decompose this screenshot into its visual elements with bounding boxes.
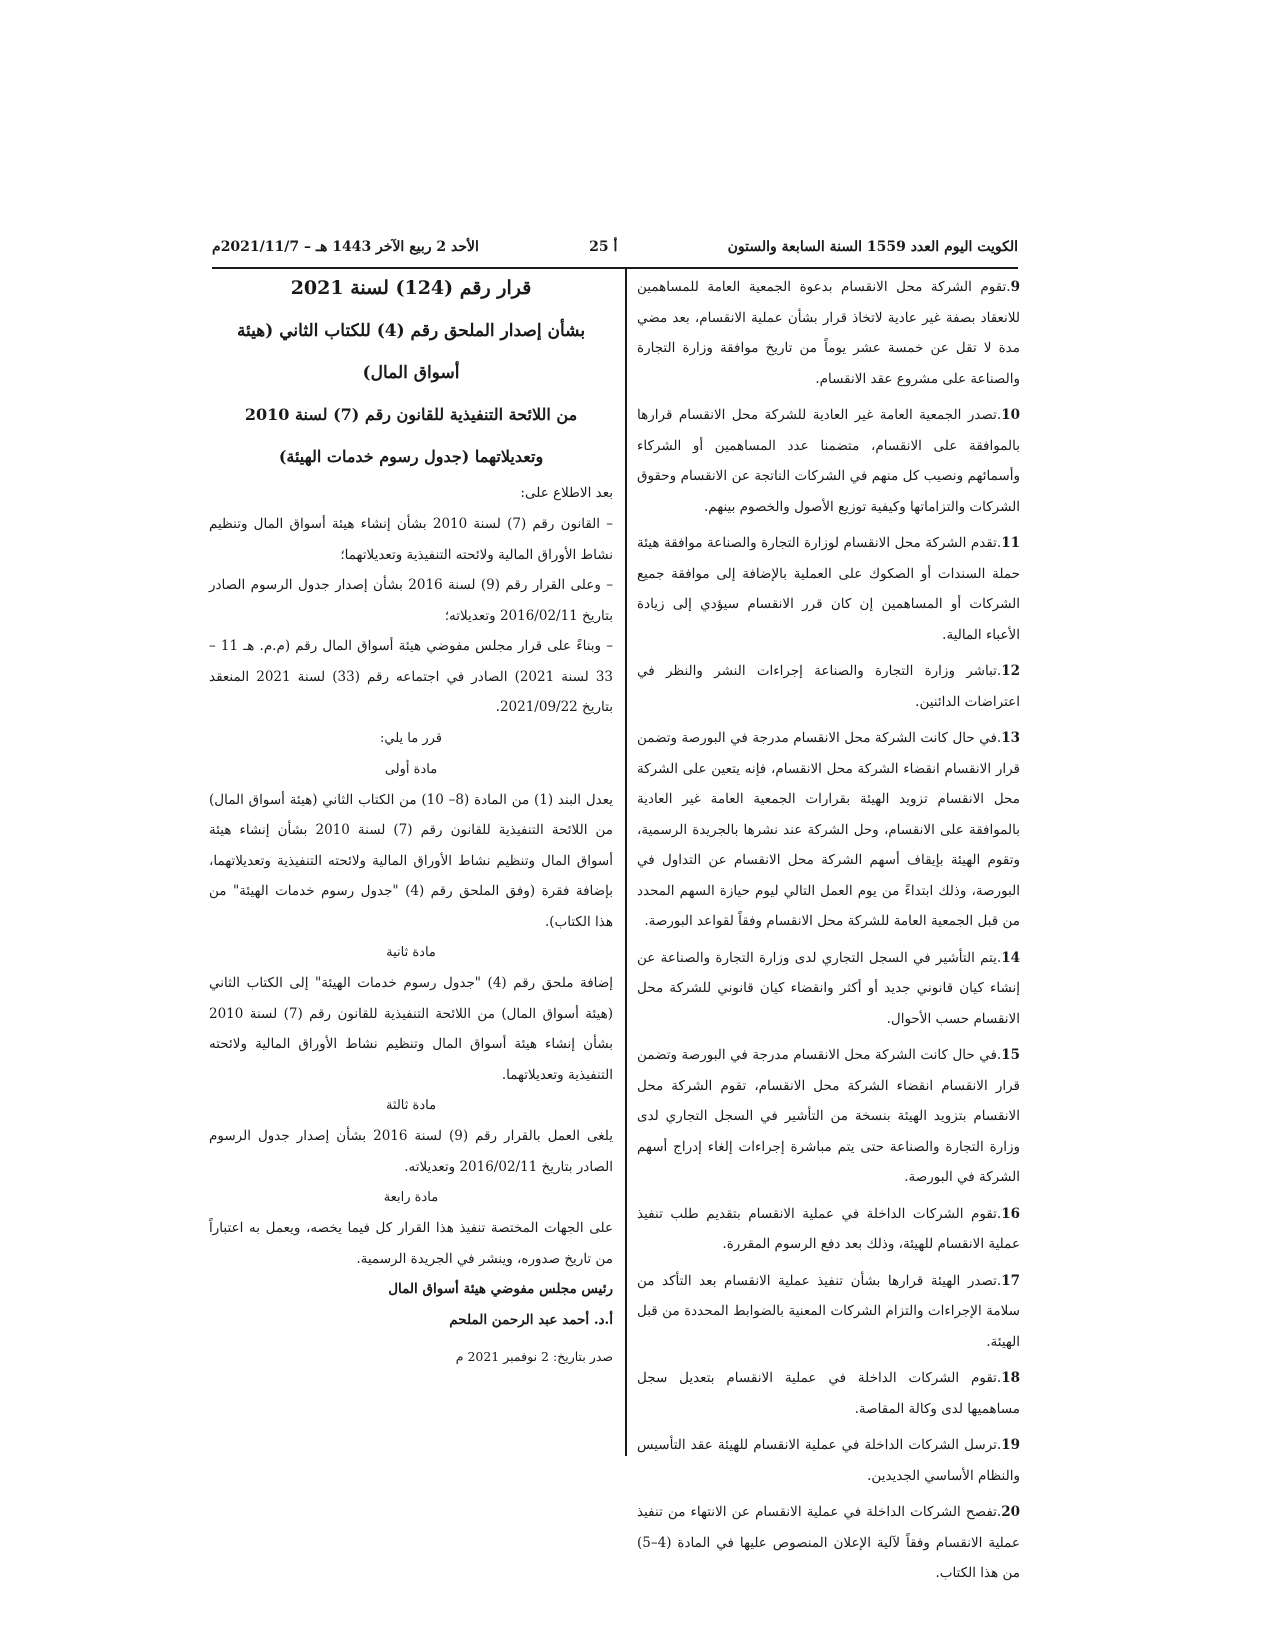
preamble-item-2: – وعلى القرار رقم (9) لسنة 2016 بشأن إصدار جدول الرسوم الصادر بتاريخ 2016/02/11 وتعديلاته؛ (209, 577, 613, 624)
journal-issue: الكويت اليوم العدد 1559 السنة السابعة والستون (727, 239, 1018, 255)
clause-16 (637, 1199, 1020, 1260)
decision-subtitle-2: أسواق المال) (362, 363, 460, 383)
clause-text: .في حال كانت الشركة محل الانقسام مدرجة في البورصة وتضمن قرار الانقسام انقضاء الشركة محل الانقسام، تقوم الشركة محل الانقسام بتزويد الهيئة بنسخة من التأشير في السجل التجاري لدى وزارة التجارة والصناعة حتى يتم مباشرة إجراءات إلغاء إدراج أسهم الشركة في البورصة. (637, 1047, 1020, 1185)
clause-10 (637, 400, 1020, 522)
issue-date: صدر بتاريخ: 2 نوفمبر 2021 م (455, 1349, 613, 1364)
clause-text: .تقدم الشركة محل الانقسام لوزارة التجارة والصناعة موافقة هيئة حملة السندات أو الصكوك على العملية بالإضافة إلى موافقة جميع الشركات أو المساهمين إن كان قرر الانقسام سيؤدي إلى زيادة الأعباء المالية. (637, 535, 1020, 643)
clause-20 (637, 1497, 1020, 1589)
decision-subtitle-4: وتعديلاتهما (جدول رسوم خدمات الهيئة) (278, 447, 544, 466)
article-3-title: مادة ثالثة (385, 1098, 437, 1113)
clause-text: .تقوم الشركة محل الانقسام بدعوة الجمعية العامة للمساهمين للانعقاد بصفة غير عادية لاتخاذ قرار بشأن عملية الانقسام، بعد مضي مدة لا تقل عن خمسة عشر يوماً من تاريخ موافقة وزارة التجارة والصناعة على مشروع عقد الانقسام. (637, 279, 1020, 387)
clause-number: 19 (1001, 1437, 1020, 1453)
signatory-title: رئيس مجلس مفوضي هيئة أسواق المال (388, 1281, 613, 1297)
preamble-intro: بعد الاطلاع على: (520, 485, 613, 501)
clause-13 (637, 723, 1020, 937)
clause-number: 9 (1010, 279, 1020, 295)
header-rule (212, 267, 1018, 269)
clause-text: .تباشر وزارة التجارة والصناعة إجراءات النشر والنظر في اعتراضات الدائنين. (637, 663, 1020, 710)
page-header (212, 236, 1018, 258)
clause-9 (637, 272, 1020, 394)
article-1-text: يعدل البند (1) من المادة (8– 10) من الكتاب الثاني (هيئة أسواق المال) من اللائحة التنفيذية للقانون رقم (7) لسنة 2010 بشأن إنشاء هيئة أسواق المال وتنظيم نشاط الأوراق المالية ولائحته التنفيذية وتعديلاتهما، بإضافة فقرة (وفق الملحق رقم (4) "جدول رسوم خدمات الهيئة" من هذا الكتاب). (209, 791, 614, 930)
decision-subtitle-1: بشأن إصدار الملحق رقم (4) للكتاب الثاني (هيئة (236, 321, 586, 341)
decided-heading: قرر ما يلي: (380, 730, 442, 746)
clause-text: .تفصح الشركات الداخلة في عملية الانقسام عن الانتهاء من تنفيذ عملية الانقسام وفقاً لآلية الإعلان المنصوص عليها في المادة (4–5) من هذا الكتاب. (637, 1504, 1020, 1581)
preamble-item-3: – وبناءً على قرار مجلس مفوضي هيئة أسواق المال رقم (م.م. هـ 11 – 33 لسنة 2021) الصادر في اجتماعه رقم (33) لسنة 2021 المنعقد بتاريخ 2021/09/22. (209, 638, 614, 715)
clause-18 (637, 1363, 1020, 1424)
page-number: أ 25 (589, 239, 618, 255)
article-4-title: مادة رابعة (383, 1190, 439, 1205)
clause-11 (637, 528, 1020, 650)
clause-number: 17 (1001, 1272, 1020, 1289)
clause-number: 13 (1001, 730, 1020, 746)
clause-text: .يتم التأشير في السجل التجاري لدى وزارة التجارة والصناعة عن إنشاء كيان قانوني جديد أو أكثر وانقضاء كيان قانوني للشركة محل الانقسام حسب الأحوال. (637, 949, 1020, 1027)
header-date: الأحد 2 ربيع الآخر 1443 هـ – 2021/11/7م (212, 239, 479, 255)
clause-number: 20 (1001, 1504, 1020, 1520)
article-3-text: يلغى العمل بالقرار رقم (9) لسنة 2016 بشأن إصدار جدول الرسوم الصادر بتاريخ 2016/02/11 وتعديلاته. (209, 1128, 613, 1175)
clause-text: .في حال كانت الشركة محل الانقسام مدرجة في البورصة وتضمن قرار الانقسام انقضاء الشركة محل الانقسام، فإنه يتعين على الشركة محل الانقسام تزويد الهيئة بقرارات الجمعية العامة غير العادية بالموافقة على الانقسام، وحل الشركة عند نشرها بالجريدة الرسمية، وتقوم الهيئة بإيقاف أسهم الشركة محل الانقسام عن التداول في البورصة، وذلك ابتداءً من يوم العمل التالي ليوم حيازة السهم المحدد من قبل الجمعية العامة للشركة محل الانقسام وفقاً لقواعد البورصة. (637, 730, 1020, 929)
article-1-title: مادة أولى (384, 761, 438, 777)
decision-title: قرار رقم (124) لسنة 2021 (290, 277, 532, 299)
clause-number: 10 (1001, 407, 1020, 423)
clause-text: .تصدر الهيئة قرارها بشأن تنفيذ عملية الانقسام بعد التأكد من سلامة الإجراءات والتزام الشركات المعنية بالضوابط المحددة من قبل الهيئة. (637, 1272, 1020, 1350)
article-2-text: إضافة ملحق رقم (4) "جدول رسوم خدمات الهيئة" إلى الكتاب الثاني (هيئة أسواق المال) من اللائحة التنفيذية للقانون رقم (7) لسنة 2010 بشأن إنشاء هيئة أسواق المال وتنظيم نشاط الأوراق المالية ولائحته التنفيذية وتعديلاتهما. (209, 975, 613, 1083)
clause-text: .تقوم الشركات الداخلة في عملية الانقسام بتقديم طلب تنفيذ عملية الانقسام للهيئة، وذلك بعد دفع الرسوم المقررة. (637, 1205, 1020, 1252)
clause-12 (637, 656, 1020, 717)
clause-text: .ترسل الشركات الداخلة في عملية الانقسام للهيئة عقد التأسيس والنظام الأساسي الجديدين. (637, 1437, 1020, 1484)
clause-text: .تقوم الشركات الداخلة في عملية الانقسام بتعديل سجل مساهميها لدى وكالة المقاصة. (637, 1370, 1020, 1417)
decision-subtitle-3: من اللائحة التنفيذية للقانون رقم (7) لسنة 2010 (244, 405, 578, 424)
clause-14 (637, 943, 1020, 1035)
clause-15 (637, 1040, 1020, 1193)
clause-17 (637, 1266, 1020, 1358)
clause-number: 18 (1001, 1370, 1020, 1386)
clause-number: 16 (1001, 1205, 1020, 1222)
clause-text: .تصدر الجمعية العامة غير العادية للشركة محل الانقسام قرارها بالموافقة على الانقسام، متضمنا عدد المساهمين أو الشركاء وأسمائهم ونصيب كل منهم في الشركات الناتجة عن الانقسام وحقوق الشركات والتزاماتها وكيفية توزيع الأصول والخصوم بينهم. (637, 407, 1020, 515)
clause-number: 14 (1001, 949, 1020, 966)
clause-number: 15 (1001, 1047, 1020, 1063)
clause-19 (637, 1430, 1020, 1491)
preamble-item-1: – القانون رقم (7) لسنة 2010 بشأن إنشاء هيئة أسواق المال وتنظيم نشاط الأوراق المالية ولائحته التنفيذية وتعديلاتهما؛ (209, 516, 613, 563)
right-column (637, 272, 1020, 1589)
article-4-text: على الجهات المختصة تنفيذ هذا القرار كل فيما يخصه، ويعمل به اعتباراً من تاريخ صدوره، وينشر في الجريدة الرسمية. (209, 1220, 613, 1267)
clause-number: 12 (1001, 663, 1021, 679)
clause-number: 11 (1001, 535, 1020, 551)
column-divider (625, 269, 627, 1456)
article-2-title: مادة ثانية (386, 945, 436, 960)
signatory-name: أ.د. أحمد عبد الرحمن الملحم (449, 1312, 613, 1328)
left-column (209, 272, 613, 1372)
